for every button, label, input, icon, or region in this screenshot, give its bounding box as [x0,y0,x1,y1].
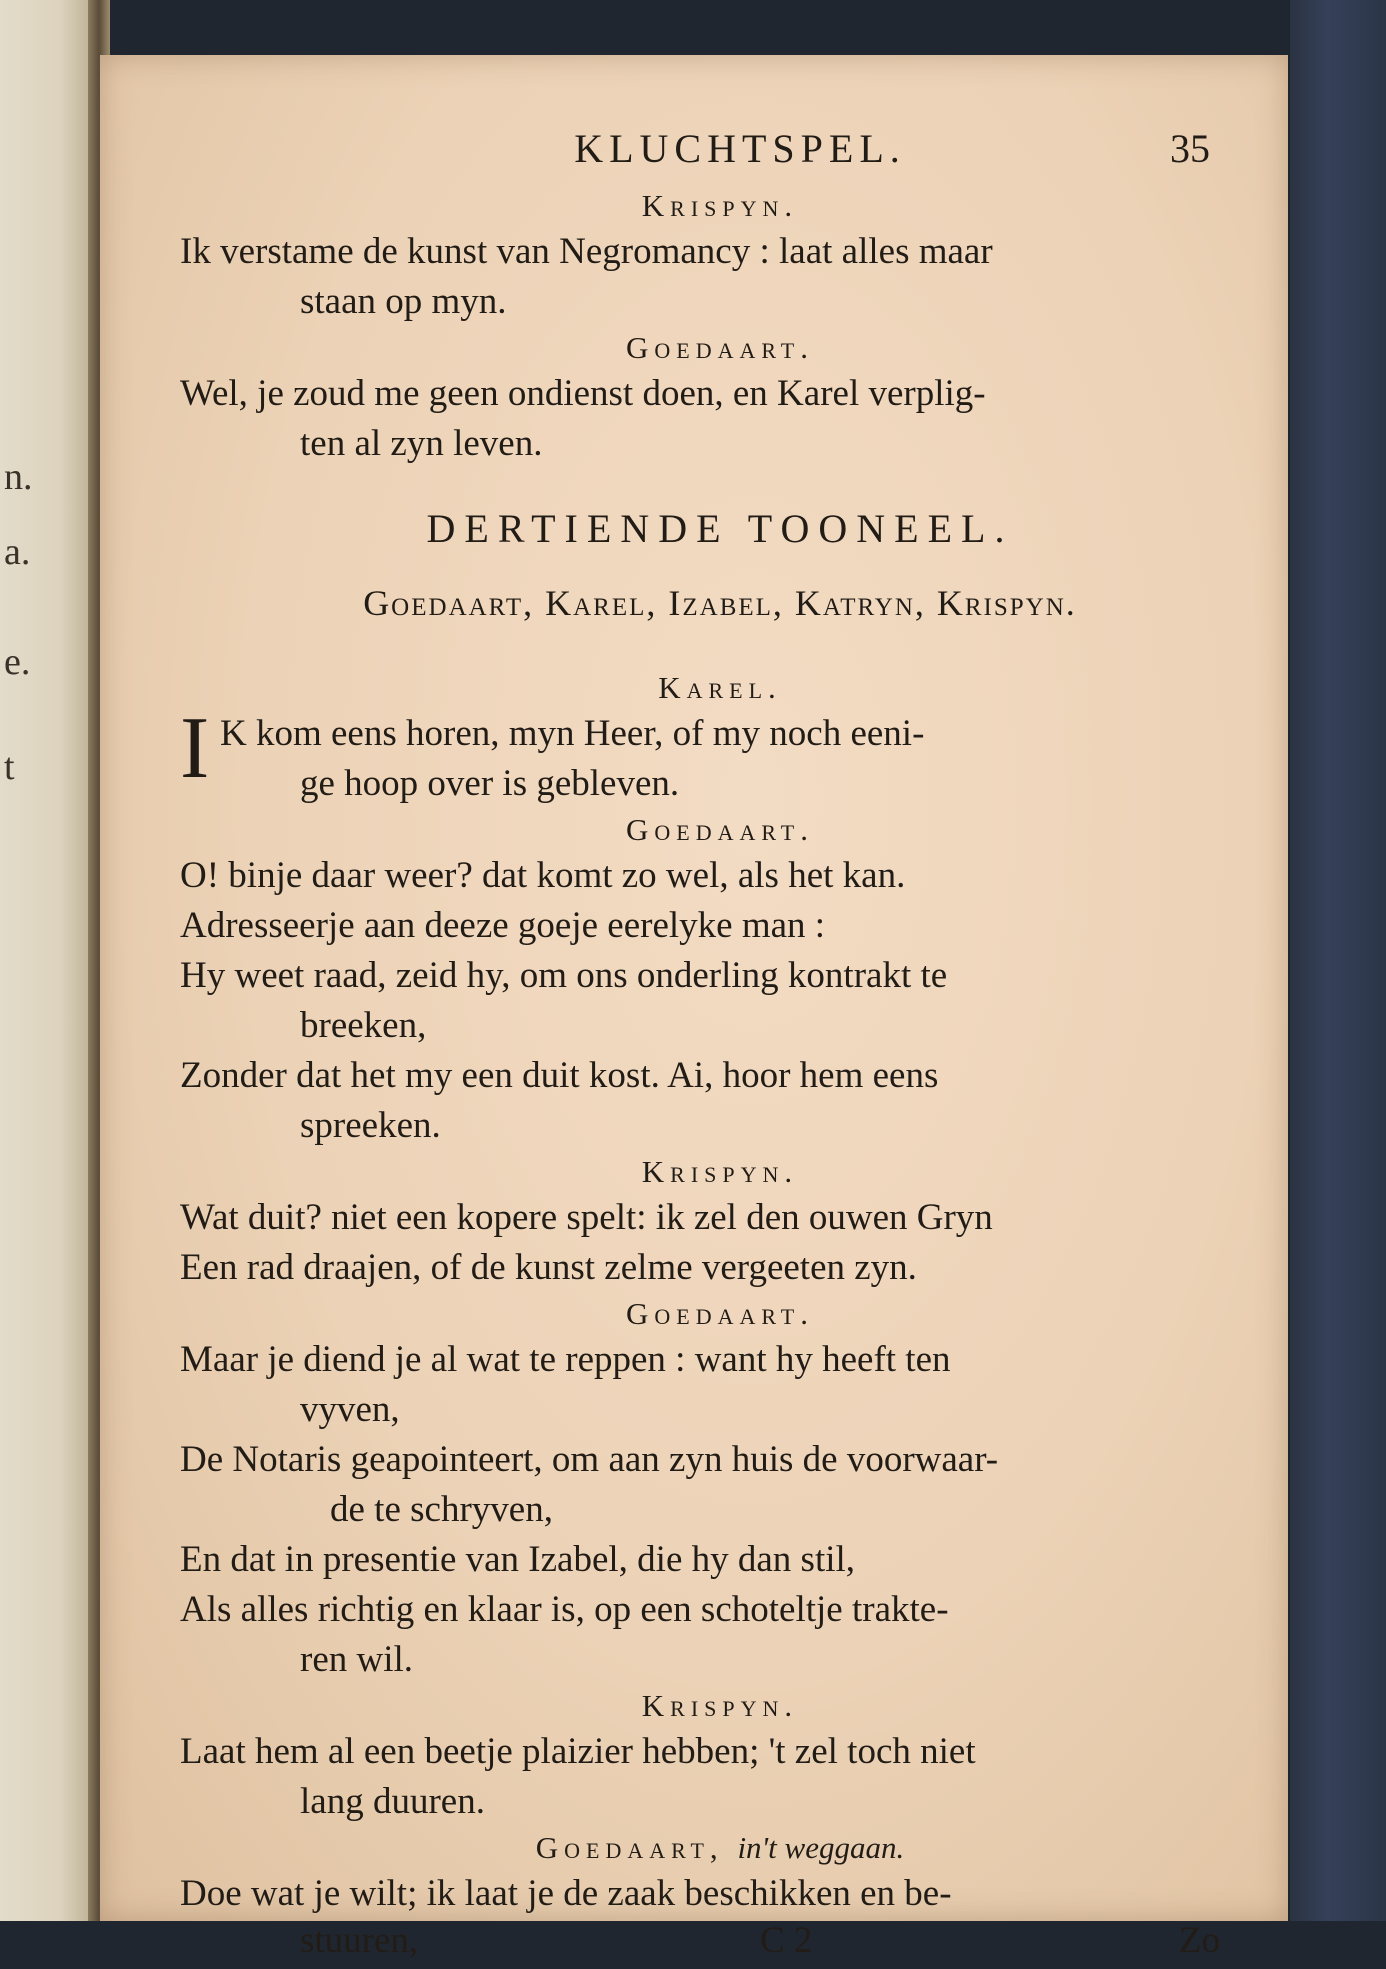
verse-line: ren wil. [300,1639,414,1680]
verse-line: Als alles richtig en klaar is, op een schoteltje trakte- [180,1589,949,1630]
left-page-fragment: n. [4,456,33,498]
verse-line: Een rad draajen, of de kunst zelme vergeeten zyn. [180,1247,917,1288]
verse-line: de te schryven, [330,1489,553,1530]
verse-line: O! binje daar weer? dat komt zo wel, als het kan. [180,855,906,896]
verse-line: De Notaris geapointeert, om aan zyn huis de voorwaar- [180,1439,999,1480]
stage-direction: in't weggaan. [737,1830,905,1865]
speaker-name: Goedaart. [626,1296,814,1331]
drop-cap: I [180,700,210,797]
speaker-name: Goedaart. [626,812,814,847]
left-page-fragment: e. [4,641,31,683]
verse-line: spreeken. [300,1105,441,1146]
verse-line: ten al zyn leven. [300,423,543,464]
left-page-fragment: a. [4,531,31,573]
running-head-title: KLUCHTSPEL. [574,126,906,171]
speaker-name: Krispyn. [641,1688,799,1723]
running-head [180,125,1260,185]
page-footer [180,1919,1260,1969]
speaker-name: Karel. [658,670,782,705]
speaker-name: Goedaart. [626,330,814,365]
verse-line: ge hoop over is gebleven. [300,763,680,804]
verse-line-text: K kom eens horen, myn Heer, of my noch eeni- [220,713,925,754]
verse-line: breeken, [300,1005,427,1046]
verse-line: Wel, je zoud me geen ondienst doen, en Karel verplig- [180,373,986,414]
page-number: 35 [1170,126,1210,171]
speaker-name: Krispyn. [641,188,799,223]
verse-line: staan op myn. [300,281,507,322]
verse-line: Ik verstame de kunst van Negromancy : laat alles maar [180,231,993,272]
verse-line: Maar je diend je al wat te reppen : want hy heeft ten [180,1339,951,1380]
catchword: Zo [1178,1920,1220,1961]
verse-line: Laat hem al een beetje plaizier hebben; 't zel toch niet [180,1731,976,1772]
verse-line: En dat in presentie van Izabel, die hy dan stil, [180,1539,856,1580]
verse-line: Hy weet raad, zeid hy, om ons onderling kontrakt te [180,955,948,996]
book-cover-edge [1290,0,1386,1921]
speaker-name [180,1827,1260,1869]
verse-line: lang duuren. [300,1781,485,1822]
scene-title: DERTIENDE TOONEEL. [426,506,1014,551]
verse-line: Zonder dat het my een duit kost. Ai, hoor hem eens [180,1055,939,1096]
left-page-fragment: t [4,746,15,788]
verse-line: vyven, [300,1389,400,1430]
cast-list: Goedaart, Karel, Izabel, Katryn, Krispyn. [363,583,1077,623]
facing-left-page [0,0,100,1921]
verse-line: Wat duit? niet een kopere spelt: ik zel den ouwen Gryn [180,1197,993,1238]
speaker-name-text: Goedaart, [535,1830,724,1865]
signature-mark: C 2 [760,1920,813,1961]
verse-line: stuuren, [300,1920,419,1961]
speaker-name: Krispyn. [641,1154,799,1189]
right-page [100,55,1288,1961]
page-text [180,125,1260,1969]
verse-line: Adresseerje aan deeze goeje eerelyke man : [180,905,826,946]
verse-line: Doe wat je wilt; ik laat je de zaak beschikken en be- [180,1873,952,1914]
